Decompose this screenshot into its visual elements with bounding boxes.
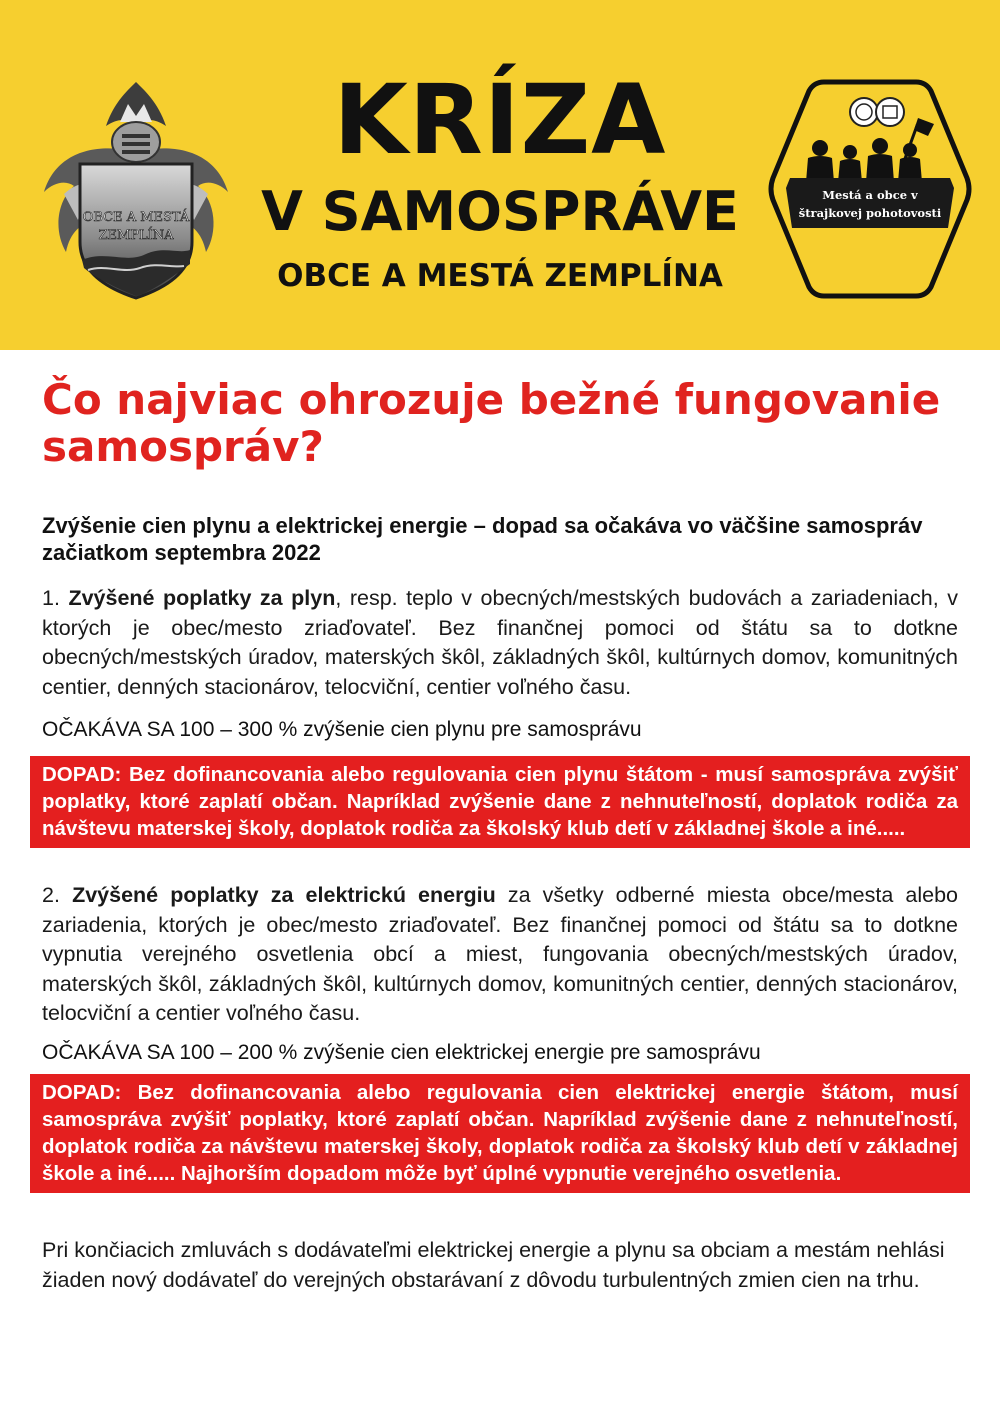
main-question-heading: Čo najviac ohrozuje bežné fungovanie samospráv? [42, 375, 941, 471]
section2-text: za všetky odberné miesta obce/mesta alebo zariadenia, ktorých je obec/mesto zriaďovateľ. Bez finančnej pomoci od štátu sa to dotkne vypnutia verejného osvetlenia obcí a miest, fungovania obecných/mestských úradov, materských škôl, základných škôl, kultúrnych domov, komunitných centier, denných stacionárov, telocviční a centier voľného času. [42, 883, 958, 1025]
title-obce-a-mesta: OBCE A MESTÁ ZEMPLÍNA [277, 258, 723, 294]
section1-expectation: OČAKÁVA SA 100 – 300 % zvýšenie cien plynu pre samosprávu [42, 718, 642, 741]
section1-number: 1. [42, 586, 60, 610]
badge-text-line2: štrajkovej pohotovosti [798, 206, 942, 220]
zemplin-crest-logo [36, 82, 236, 300]
badge-text-line1: Mestá a obce v [822, 188, 918, 202]
section2-number: 2. [42, 883, 60, 907]
title-v-samosprave: V SAMOSPRÁVE [261, 180, 739, 243]
section1-impact-box: DOPAD: Bez dofinancovania alebo regulovania cien plynu štátom - musí samospráva zvýšiť poplatky, ktoré zaplatí občan. Napríklad zvýšenie dane z nehnuteľností, doplatok rodiča za návštevu materskej školy, doplatok rodiča za školský klub detí v základnej škole a iné..... [30, 756, 970, 848]
section1-bold: Zvýšené poplatky za plyn [68, 586, 336, 610]
section2-bold: Zvýšené poplatky za elektrickú energiu [72, 883, 496, 907]
lead-paragraph: Zvýšenie cien plynu a elektrickej energie – dopad sa očakáva vo väčšine samospráv začiatkom septembra 2022 [42, 513, 923, 565]
header-banner [0, 0, 1000, 350]
strike-badge-logo [768, 78, 972, 300]
section1-text: , resp. teplo v obecných/mestských budovách a zariadeniach, v ktorých je obec/mesto zriaďovateľ. Bez finančnej pomoci od štátu sa to dotkne obecných/mestských úradov, materských škôl, základných škôl, kultúrnych domov, komunitných centier, denných stacionárov, telocviční, centier voľného času. [42, 586, 958, 699]
crest-text-line2: ZEMPLÍNA [98, 228, 174, 243]
crest-text-line1: OBCE A MESTÁ [82, 210, 190, 225]
closing-paragraph: Pri končiacich zmluvách s dodávateľmi elektrickej energie a plynu sa obciam a mestám nehlási žiaden nový dodávateľ do verejných obstarávaní z dôvodu turbulentných zmien cien na trhu. [42, 1238, 945, 1292]
section2-paragraph [42, 881, 958, 1029]
section1-paragraph [42, 584, 958, 702]
section2-impact-box: DOPAD: Bez dofinancovania alebo regulovania cien elektrickej energie štátom, musí samospráva zvýšiť poplatky, ktoré zaplatí občan. Napríklad zvýšenie dane z nehnuteľností, doplatok rodiča za návštevu materskej školy, doplatok rodiča za školský klub detí v základnej škole a iné..... Najhorším dopadom môže byť úplné vypnutie verejného osvetlenia. [30, 1074, 970, 1193]
section2-expectation: OČAKÁVA SA 100 – 200 % zvýšenie cien elektrickej energie pre samosprávu [42, 1041, 761, 1064]
title-kriza: KRÍZA [333, 64, 667, 176]
